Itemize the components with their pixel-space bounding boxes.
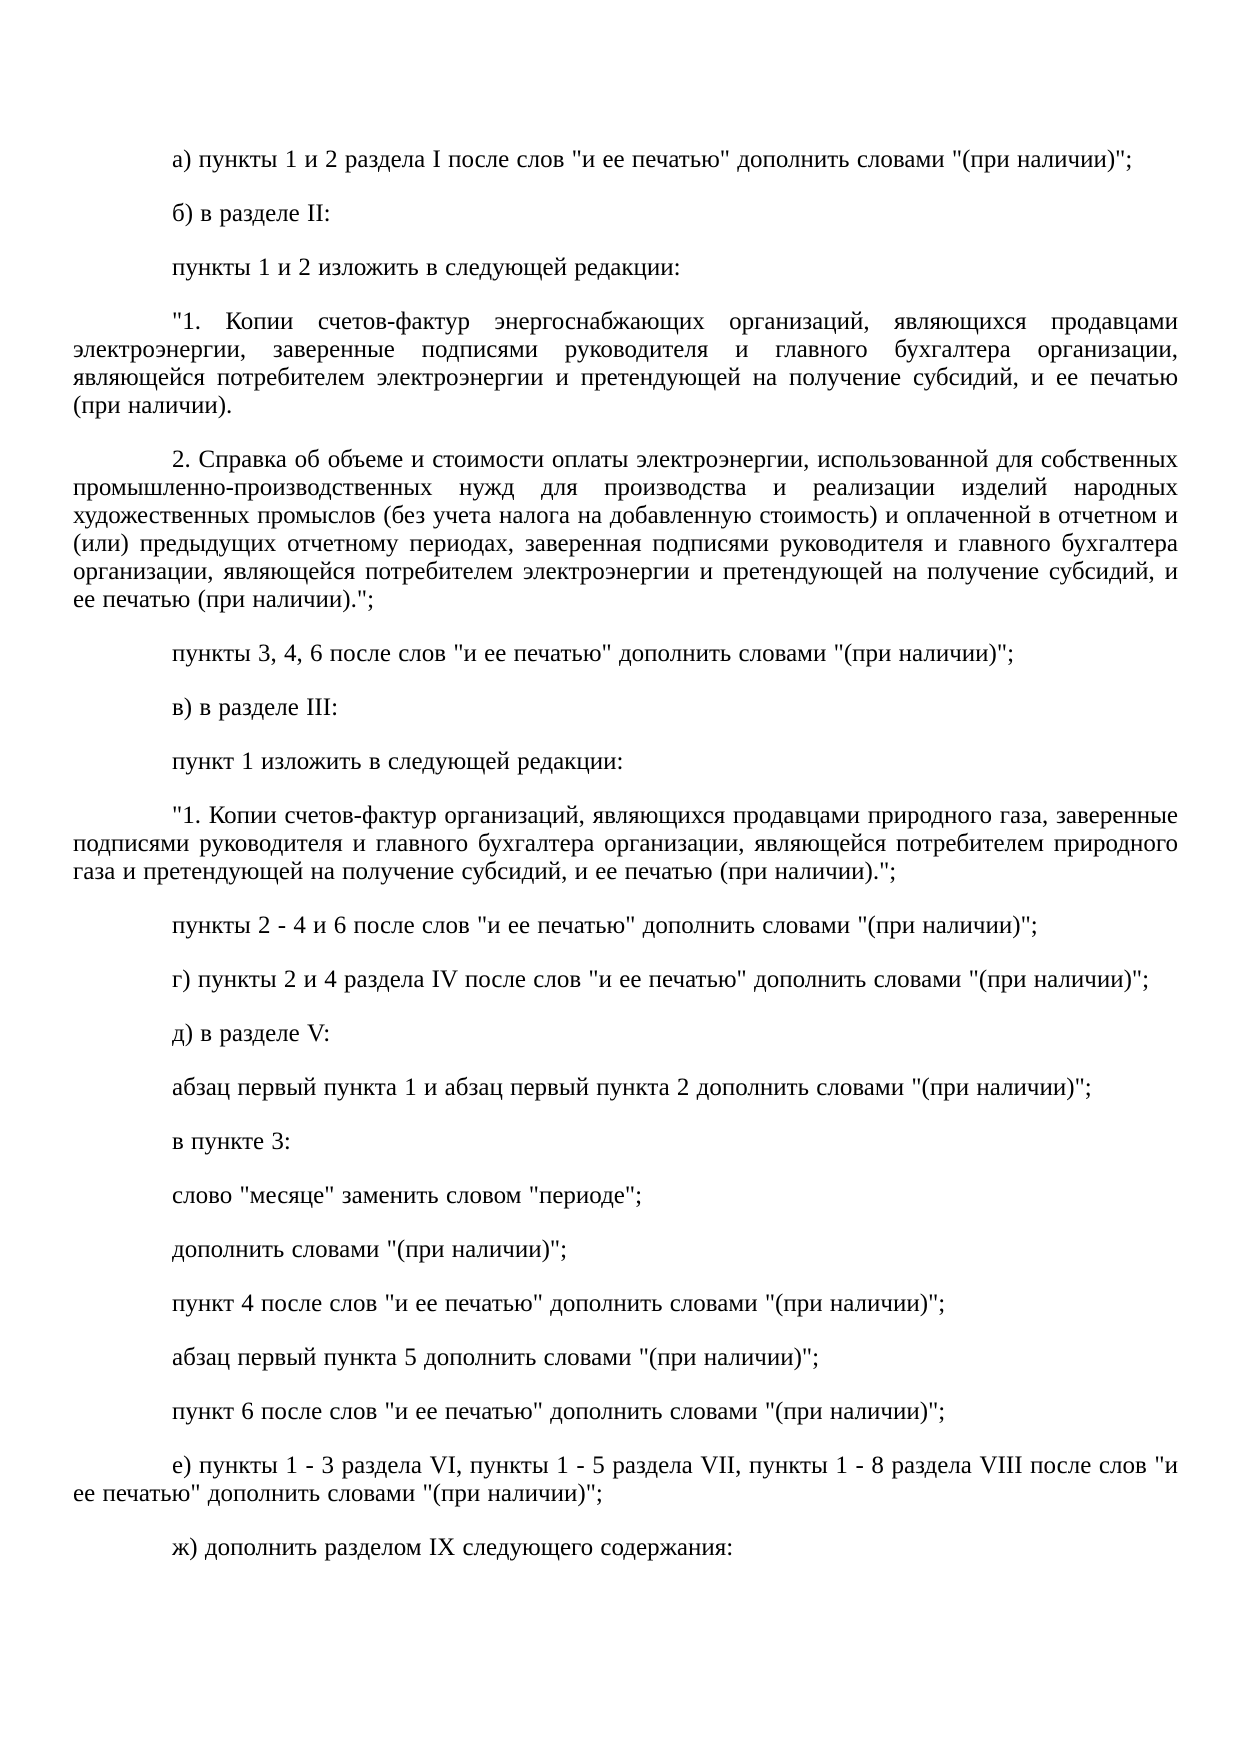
paragraph-abzac-point-5: абзац первый пункта 5 дополнить словами "(при наличии)"; xyxy=(172,1344,820,1371)
paragraph-amendment-zh: ж) дополнить разделом IX следующего содержания: xyxy=(172,1534,734,1561)
paragraph-amendment-v-heading: в) в разделе III: xyxy=(172,694,339,721)
paragraph-points-3-4-6: пункты 3, 4, 6 после слов "и ее печатью" дополнить словами "(при наличии)"; xyxy=(172,640,1015,667)
paragraph-quoted-point-1-gas: "1. Копии счетов-фактур организаций, являющихся продавцами природного газа, заверенные подписями руководителя и главного бухгалтера организации, являющейся потребителем природного газа и претендующей на получение субсидий, и ее печатью (при наличии)."; xyxy=(73,802,1178,885)
paragraph-points-1-2-new-edition: пункты 1 и 2 изложить в следующей редакции: xyxy=(172,254,681,281)
paragraph-amendment-d-heading: д) в разделе V: xyxy=(172,1020,331,1047)
paragraph-quoted-point-1-electricity: "1. Копии счетов-фактур энергоснабжающих организаций, являющихся продавцами электроэнергии, заверенные подписями руководителя и главного бухгалтера организации, являющейся потребителем электроэнергии и претендующей на получение субсидий, и ее печатью (при наличии). xyxy=(73,308,1178,419)
paragraph-point-1-new-edition: пункт 1 изложить в следующей редакции: xyxy=(172,748,624,775)
paragraph-amendment-e: е) пункты 1 - 3 раздела VI, пункты 1 - 5 раздела VII, пункты 1 - 8 раздела VIII после слов "и ее печатью" дополнить словами "(при наличии)"; xyxy=(73,1452,1178,1507)
paragraph-point-6: пункт 6 после слов "и ее печатью" дополнить словами "(при наличии)"; xyxy=(172,1398,946,1425)
paragraph-amendment-b-heading: б) в разделе II: xyxy=(172,200,331,227)
paragraph-supplement-words: дополнить словами "(при наличии)"; xyxy=(172,1236,568,1263)
paragraph-amendment-a: а) пункты 1 и 2 раздела I после слов "и ее печатью" дополнить словами "(при наличии)"; xyxy=(172,146,1133,173)
paragraph-in-point-3: в пункте 3: xyxy=(172,1128,291,1155)
paragraph-amendment-g: г) пункты 2 и 4 раздела IV после слов "и ее печатью" дополнить словами "(при наличии)"; xyxy=(172,966,1150,993)
paragraph-points-2-4-6: пункты 2 - 4 и 6 после слов "и ее печатью" дополнить словами "(при наличии)"; xyxy=(172,912,1038,939)
paragraph-point-4: пункт 4 после слов "и ее печатью" дополнить словами "(при наличии)"; xyxy=(172,1290,946,1317)
paragraph-quoted-point-2-electricity: 2. Справка об объеме и стоимости оплаты электроэнергии, использованной для собственных промышленно-производственных нужд для производства и реализации изделий народных художественных промыслов (без учета налога на добавленную стоимость) и оплаченной в отчетном и (или) предыдущих отчетному периодах, заверенная подписями руководителя и главного бухгалтера организации, являющейся потребителем электроэнергии и претендующей на получение субсидий, и ее печатью (при наличии)."; xyxy=(73,446,1178,613)
paragraph-word-replace: слово "месяце" заменить словом "периоде"; xyxy=(172,1182,643,1209)
document-text-block xyxy=(73,146,1178,1588)
paragraph-abzac-points-1-2: абзац первый пункта 1 и абзац первый пункта 2 дополнить словами "(при наличии)"; xyxy=(172,1074,1092,1101)
